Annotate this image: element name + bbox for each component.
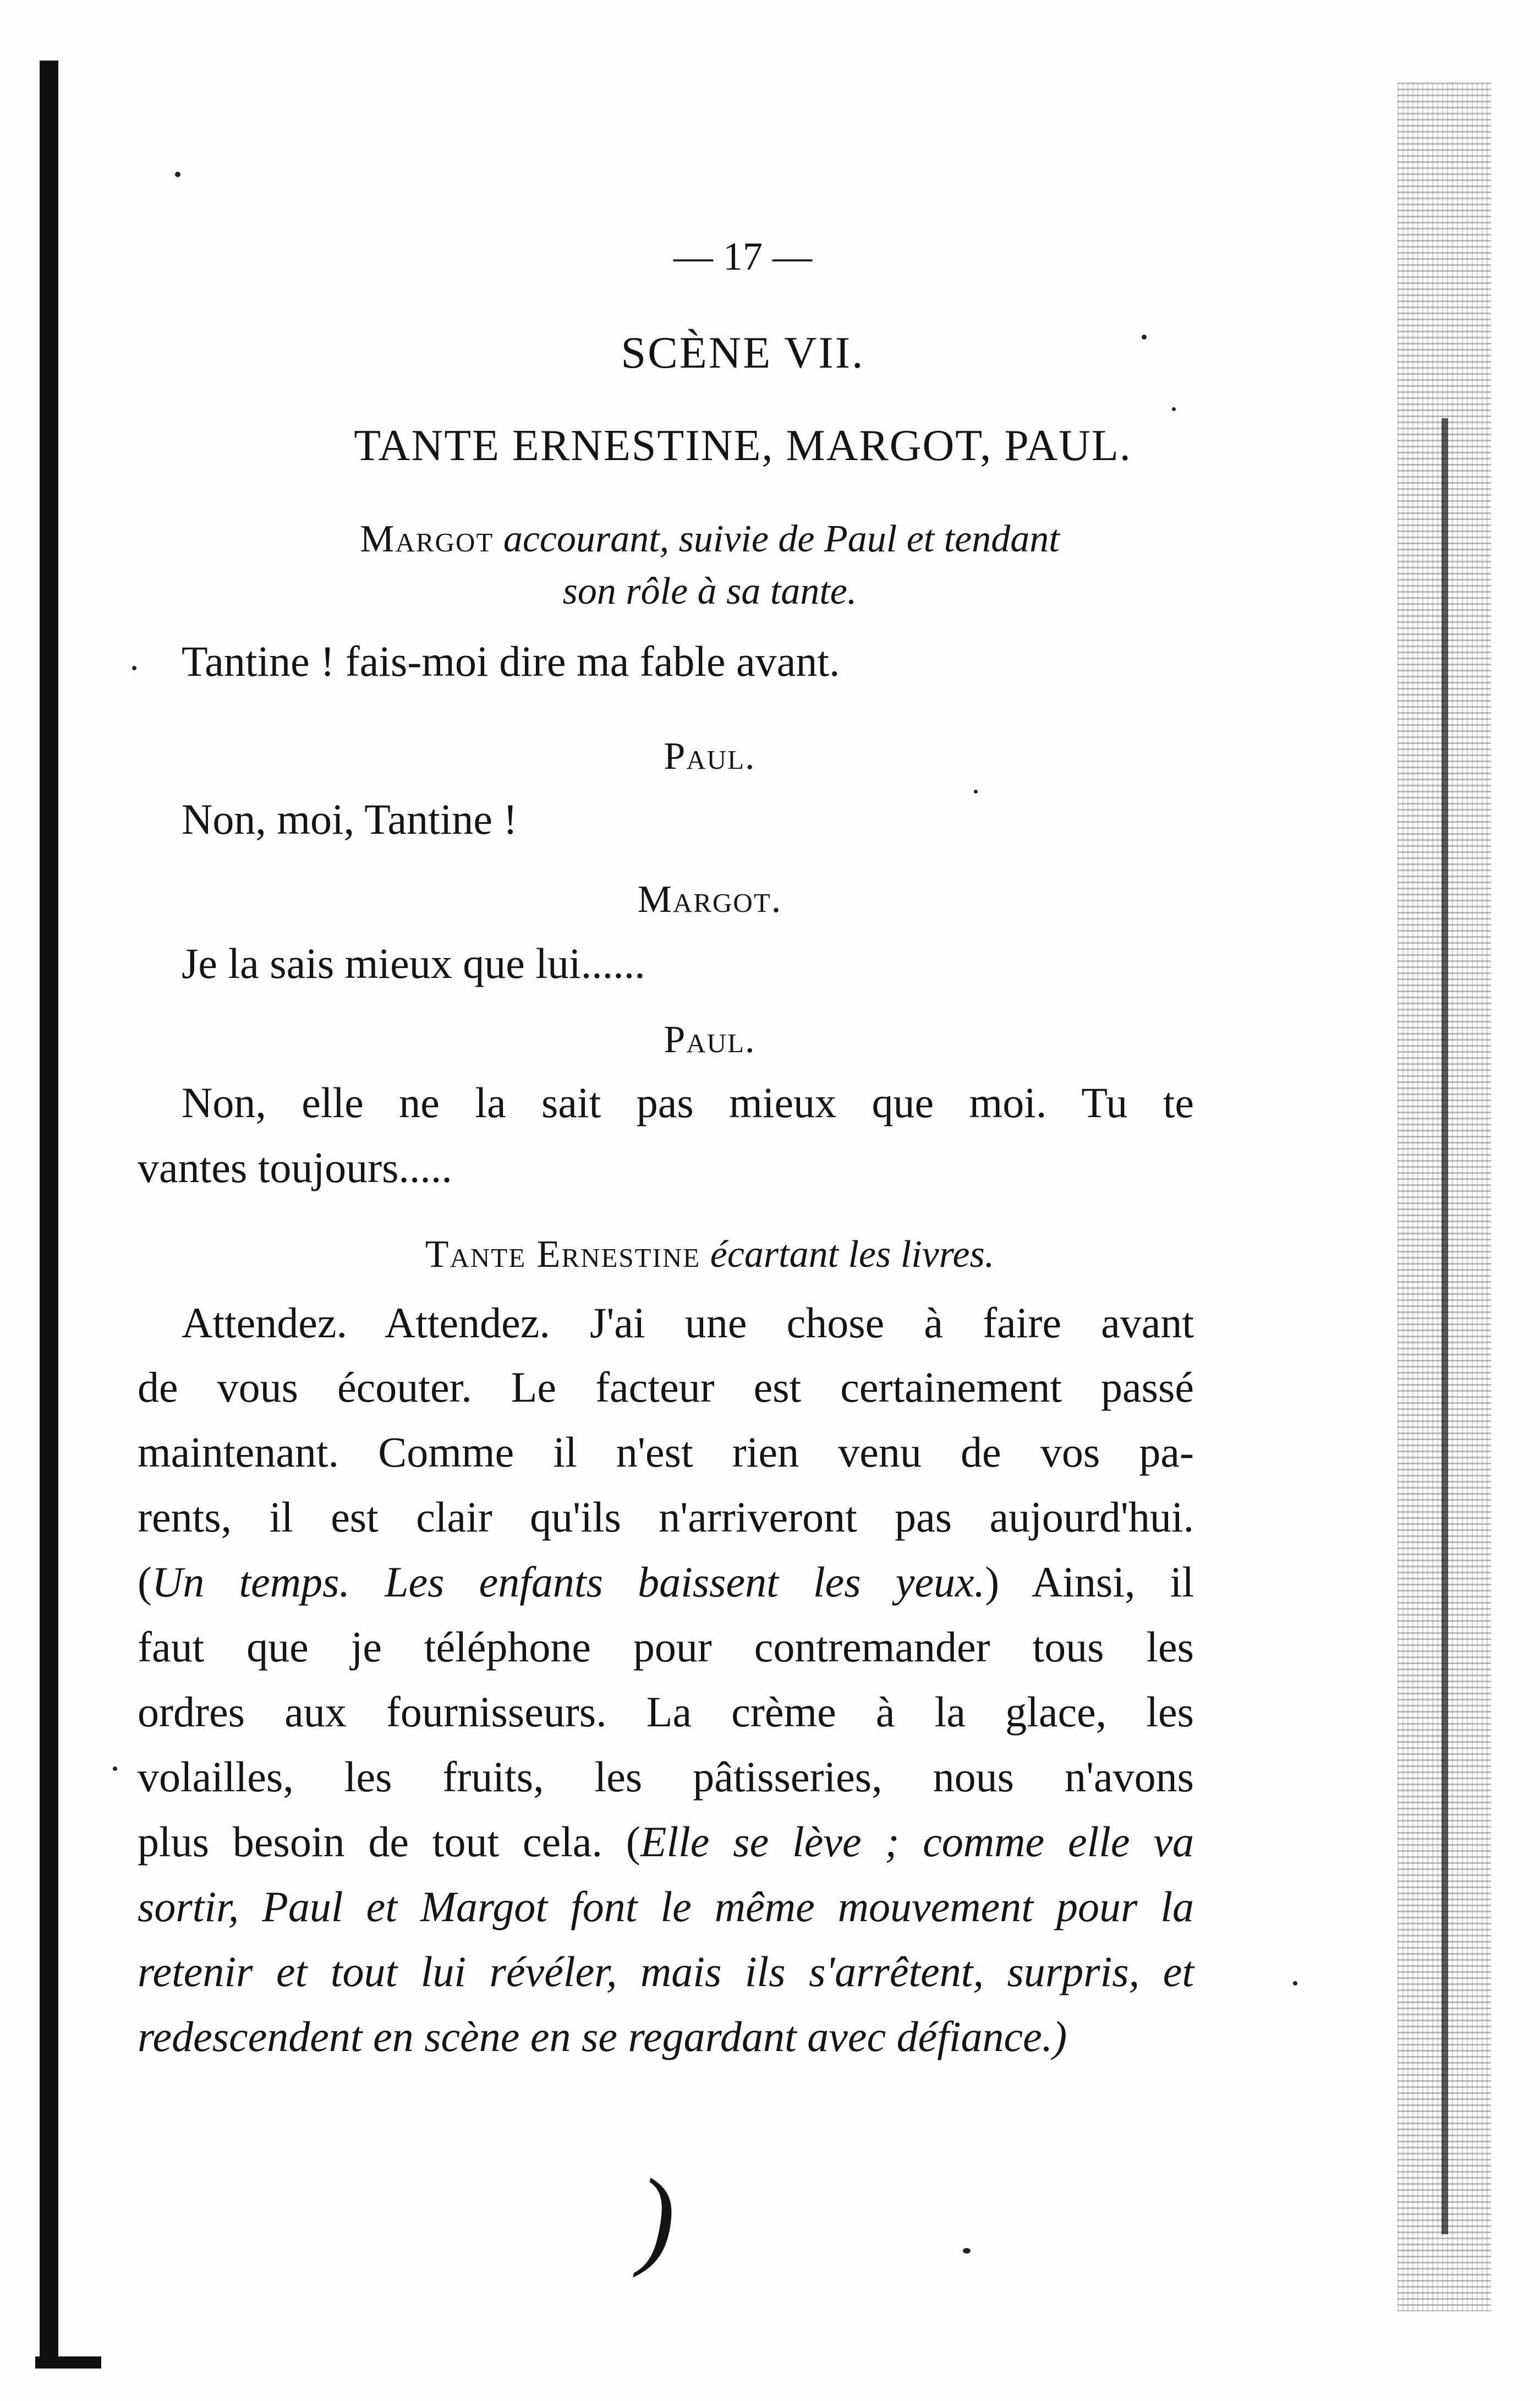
page-edge-line bbox=[1442, 418, 1448, 2234]
dialogue-line: de vous écouter. Le facteur est certainement passé bbox=[138, 1363, 1194, 1411]
page-number: — 17 — bbox=[673, 234, 812, 278]
scan-speck bbox=[974, 790, 978, 794]
dialogue-line-with-direction bbox=[138, 1818, 1194, 1866]
scan-speck bbox=[1293, 1981, 1297, 1986]
dialogue-line: Tantine ! fais-moi dire ma fable avant. bbox=[182, 637, 840, 685]
dialogue-line: Je la sais mieux que lui...... bbox=[182, 939, 645, 987]
character-list: TANTE ERNESTINE, MARGOT, PAUL. bbox=[354, 422, 1132, 470]
dialogue-text: plus besoin de tout cela. ( bbox=[138, 1818, 640, 1866]
stage-direction-line: redescendent en scène en se regardant avec défiance.) bbox=[138, 2012, 1067, 2060]
dialogue-line: Non, moi, Tantine ! bbox=[182, 795, 518, 843]
stage-direction-tante bbox=[138, 1235, 1282, 1274]
stage-direction-text: Un temps. Les enfants baissent les yeux. bbox=[151, 1558, 985, 1606]
dialogue-line: ordres aux fournisseurs. La crème à la glace, les bbox=[138, 1688, 1194, 1736]
scan-speck bbox=[113, 1766, 117, 1771]
scan-speck bbox=[132, 666, 136, 670]
speaker-name: Paul. bbox=[664, 735, 756, 778]
stage-direction-text: son rôle à sa tante. bbox=[562, 570, 857, 612]
dialogue-line: faut que je téléphone pour contremander tous les bbox=[138, 1623, 1194, 1671]
speaker-name: Margot bbox=[360, 518, 494, 560]
stage-direction-text: accourant, suivie de Paul et tendant bbox=[503, 518, 1060, 560]
dialogue-line: Non, elle ne la sait pas mieux que moi. Tu te bbox=[182, 1079, 1194, 1126]
closing-mark: ) bbox=[638, 2157, 675, 2278]
binding-rule bbox=[40, 61, 58, 2366]
scene-title: SCÈNE VII. bbox=[621, 327, 865, 378]
paren-open: ( bbox=[138, 1558, 152, 1606]
scan-speck bbox=[963, 2248, 971, 2254]
dialogue-line: maintenant. Comme il n'est rien venu de vos pa- bbox=[138, 1428, 1194, 1476]
dialogue-line-with-direction bbox=[138, 1558, 1194, 1606]
dialogue-line: rents, il est clair qu'ils n'arriveront pas aujourd'hui. bbox=[138, 1493, 1194, 1541]
speaker-name: Paul. bbox=[664, 1019, 756, 1061]
scan-speck bbox=[1172, 407, 1176, 411]
stage-direction-text: Elle se lève ; comme elle va bbox=[640, 1818, 1194, 1866]
binding-rule-foot bbox=[35, 2356, 101, 2369]
stage-direction-margot bbox=[138, 520, 1282, 559]
speaker-name: Tante Ernestine bbox=[425, 1233, 701, 1276]
stage-direction-text: écartant les livres. bbox=[710, 1233, 995, 1276]
scan-speck bbox=[175, 172, 180, 177]
dialogue-line: Attendez. Attendez. J'ai une chose à faire avant bbox=[182, 1299, 1194, 1347]
speaker-name: Margot. bbox=[637, 878, 782, 921]
dialogue-text: ) Ainsi, il bbox=[985, 1558, 1194, 1606]
stage-direction-line: sortir, Paul et Margot font le même mouvement pour la bbox=[138, 1883, 1194, 1930]
dialogue-line: vantes toujours..... bbox=[138, 1144, 452, 1191]
dialogue-line: volailles, les fruits, les pâtisseries, nous n'avons bbox=[138, 1753, 1194, 1801]
stage-direction-line: retenir et tout lui révéler, mais ils s'arrêtent, surpris, et bbox=[138, 1948, 1194, 1995]
